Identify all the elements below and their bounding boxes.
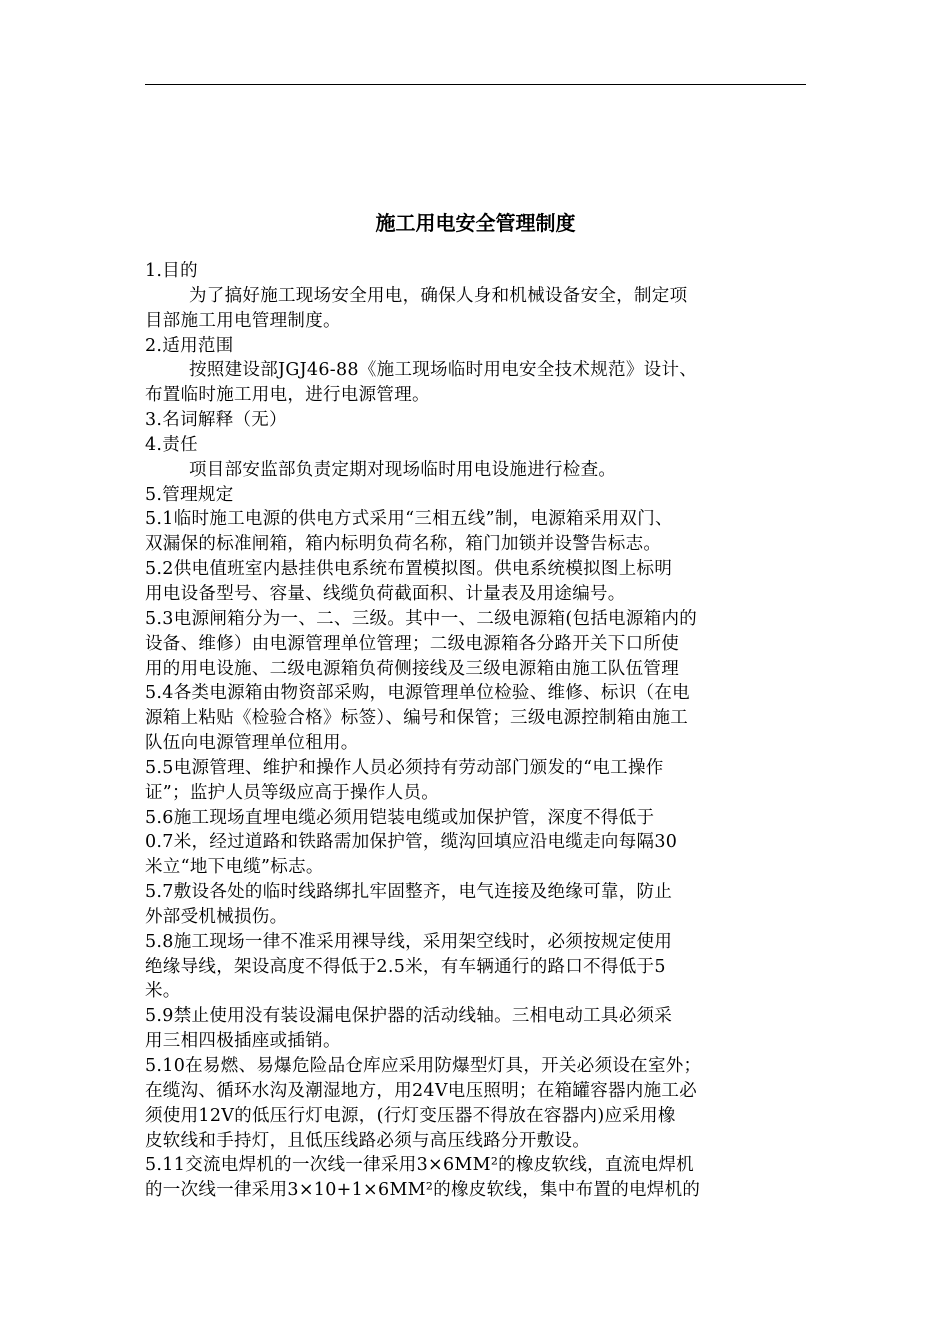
paragraph-line: 项目部安监部负责定期对现场临时用电设施进行检查。	[189, 459, 617, 480]
section-heading: 3.名词解释（无）	[145, 410, 287, 431]
clause-line: 队伍向电源管理单位租用。	[145, 733, 359, 754]
clause-line: 双漏保的标准闸箱，箱内标明负荷名称，箱门加锁并设警告标志。	[145, 534, 662, 555]
clause-line: 源箱上粘贴《检验合格》标签）、编号和保管；三级电源控制箱由施工	[145, 708, 689, 729]
clause-line: 用电设备型号、容量、线缆负荷截面积、计量表及用途编号。	[145, 583, 626, 604]
clause-line: 的一次线一律采用3×10+1×6MM²的橡皮软线，集中布置的电焊机的	[145, 1180, 701, 1201]
paragraph-line: 为了搞好施工现场安全用电，确保人身和机械设备安全，制定项	[189, 285, 688, 306]
clause-line: 0.7米，经过道路和铁路需加保护管，缆沟回填应沿电缆走向每隔30	[145, 832, 678, 853]
clause-line: 外部受机械损伤。	[145, 906, 288, 927]
clause-line: 5.4各类电源箱由物资部采购，电源管理单位检验、维修、标识（在电	[145, 683, 690, 704]
clause-line: 设备、维修）由电源管理单位管理；二级电源箱各分路开关下口所使	[145, 633, 679, 654]
header-rule	[145, 84, 806, 85]
clause-line: 5.6施工现场直埋电缆必须用铠装电缆或加保护管，深度不得低于	[145, 807, 655, 828]
paragraph-line: 布置临时施工用电，进行电源管理。	[145, 385, 430, 406]
clause-line: 在缆沟、循环水沟及潮湿地方，用24V电压照明；在箱罐容器内施工必	[145, 1080, 698, 1101]
clause-line: 皮软线和手持灯，且低压线路必须与高压线路分开敷设。	[145, 1130, 590, 1151]
section-heading: 2.适用范围	[145, 335, 234, 356]
clause-line: 5.5电源管理、维护和操作人员必须持有劳动部门颁发的“电工操作	[145, 757, 664, 778]
clause-line: 米。	[145, 981, 181, 1002]
clause-line: 5.10在易燃、易爆危险品仓库应采用防爆型灯具，开关必须设在室外；	[145, 1056, 702, 1076]
section-heading: 4.责任	[145, 434, 198, 455]
clause-line: 用的用电设施、二级电源箱负荷侧接线及三级电源箱由施工队伍管理	[145, 658, 679, 679]
clause-line: 5.2供电值班室内悬挂供电系统布置模拟图。供电系统模拟图上标明	[145, 559, 673, 580]
section-heading: 1.目的	[145, 261, 198, 281]
paragraph-line: 目部施工用电管理制度。	[145, 310, 341, 331]
clause-line: 米立“地下电缆”标志。	[145, 857, 324, 878]
clause-line: 5.11交流电焊机的一次线一律采用3×6MM²的橡皮软线，直流电焊机	[145, 1155, 694, 1176]
section-heading: 5.管理规定	[145, 484, 234, 505]
clause-line: 5.8施工现场一律不准采用裸导线，采用架空线时，必须按规定使用	[145, 931, 673, 952]
clause-line: 须使用12V的低压行灯电源，(行灯变压器不得放在容器内)应采用橡	[145, 1105, 676, 1126]
clause-line: 5.3电源闸箱分为一、二、三级。其中一、二级电源箱(包括电源箱内的	[145, 608, 698, 629]
clause-line: 5.9禁止使用没有装设漏电保护器的活动线轴。三相电动工具必须采	[145, 1006, 673, 1027]
clause-line: 用三相四极插座或插销。	[145, 1031, 341, 1052]
document-body	[145, 259, 817, 1203]
clause-line: 5.7敷设各处的临时线路绑扎牢固整齐，电气连接及绝缘可靠，防止	[145, 882, 673, 903]
clause-line: 绝缘导线，架设高度不得低于2.5米，有车辆通行的路口不得低于5	[145, 956, 666, 977]
clause-line: 5.1临时施工电源的供电方式采用“三相五线”制，电源箱采用双门、	[145, 509, 673, 530]
clause-line: 证”；监护人员等级应高于操作人员。	[145, 782, 440, 803]
paragraph-line: 按照建设部JGJ46-88《施工现场临时用电安全技术规范》设计、	[189, 360, 698, 381]
document-title: 施工用电安全管理制度	[375, 211, 576, 235]
